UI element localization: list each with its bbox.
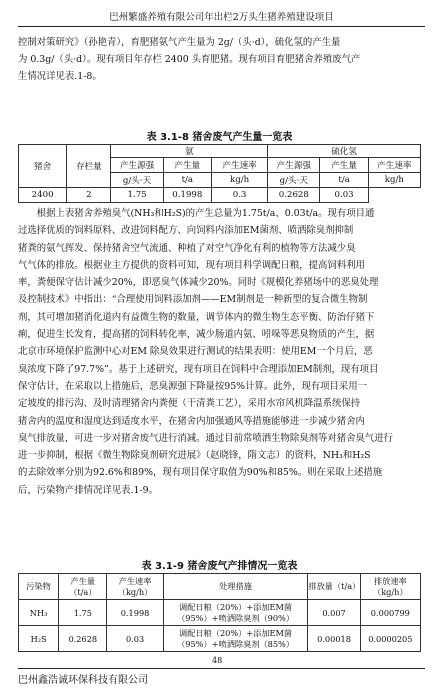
measure-cell xyxy=(163,600,308,626)
body-line: 剂，其可增加猪消化道内有益微生物的数量，调节体内的微生物生态平衡、防治仔猪下 xyxy=(18,311,375,323)
table-row xyxy=(19,600,421,626)
h2s-group-header: 硫化氢 xyxy=(268,145,421,158)
measure-line: 调配日粮（20%）+添加EM菌 xyxy=(179,601,293,612)
unit-cell: kg/h xyxy=(211,173,267,188)
row-header-cell: 猪舍 xyxy=(19,145,67,188)
body-line: 痢，促进生长发育，提高猪的饲料转化率，减少肠道内氨、吲哚等恶臭物质的产生，据 xyxy=(18,329,375,341)
intro-line: 生情况详见表.1-8。 xyxy=(18,71,102,83)
data-cell: 0.3 xyxy=(211,188,267,203)
data-cell: 0.1998 xyxy=(163,188,211,203)
page-number: 48 xyxy=(212,656,223,665)
header-cell: 产生量（t/a） xyxy=(59,574,107,600)
sub-header-cell: 产生速率 xyxy=(211,158,267,173)
footer-company: 巴州鑫浩诚环保科技有限公司 xyxy=(18,675,148,686)
footer-divider xyxy=(18,668,425,669)
body-line: 保守估计，在采取以上措施后，恶臭源强下降量按95%计算。此外，现有项目采用一 xyxy=(18,380,367,392)
body-line: 过选择优质的饲料原料、改进饲料配方、向饲料内添加EM菌剂、喷洒除臭剂抑制 xyxy=(18,225,354,237)
body-line: 后，污染物产排情况详见表.1-9。 xyxy=(18,484,158,496)
body-line: 的去除效率分别为92.6%和89%，现有项目保守取值为90%和85%。则在采取上述措施 xyxy=(18,467,383,479)
data-cell: 0.2628 xyxy=(59,626,107,652)
unit-cell: t/a xyxy=(320,173,368,188)
header-cell: 排放量（t/a） xyxy=(308,574,360,600)
data-cell: 0.03 xyxy=(107,626,163,652)
body-line: 根据上表猪舍养殖臭气(NH₃和H₂S)的产生总量为1.75t/a、0.03t/a。现有项目通 xyxy=(18,208,375,219)
pollutant-cell: NH₃ xyxy=(19,600,59,626)
measure-cell xyxy=(163,626,308,652)
header-cell: 处理措施 xyxy=(163,574,308,600)
unit-cell: g/头·天 xyxy=(111,173,163,188)
data-cell: 1.75 xyxy=(111,188,163,203)
body-line: 及控制技术》中指出：“合理使用饲料添加剂——EM制剂是一种新型的复合微生物制 xyxy=(18,294,368,306)
table1-caption: 表 3.1-8 猪舍废气产生量一览表 xyxy=(146,132,293,143)
body-line: 臭浓度下降了97.7%”。基于上述研究，现有项目在饲料中合理添加EM制剂，现有项目 xyxy=(18,363,379,375)
data-cell: 2400 xyxy=(19,188,67,203)
body-line: 率，粪便保守估计减少20%，即恶臭气体减少20%。同时《规模化养猪场中的恶臭处理 xyxy=(18,277,379,289)
measure-line: （95%）+喷洒除臭剂（85%） xyxy=(177,638,295,649)
unit-cell: kg/h xyxy=(368,173,420,188)
body-line: 进一步抑制，根据《微生物除臭剂研究进展》（赵晓锋，隋文志）的资料，NH₃和H₂S xyxy=(18,450,371,462)
data-cell: 0.000799 xyxy=(360,600,420,626)
body-line: 定坡度的排污沟、及时清理猪舍内粪便（干清粪工艺），采用水帘风机降温系统保持 xyxy=(18,398,361,410)
sub-header-cell: 产生量 xyxy=(320,158,368,173)
page-header: 巴州繁盛养殖有限公司年出栏2万头生猪养殖建设项目 xyxy=(18,10,425,27)
body-line: 猪粪的氨气挥发、保持猪舍空气流通、种植了对空气净化有利的植物等方法减少臭 xyxy=(18,242,356,254)
measure-line: 调配日粮（20%）+添加EM菌 xyxy=(179,627,293,638)
body-line: 臭气排放量，可进一步对猪舍废气进行消减。通过目前常喷洒生物除臭剂等对猪舍臭气进行 xyxy=(18,432,394,444)
sub-header-cell: 产生源强 xyxy=(111,158,163,173)
nh3-group-header: 氨 xyxy=(111,145,268,158)
intro-line: 为 0.3g/（头·d）。现有项目年存栏 2400 头育肥猪。现有项目育肥猪舍养殖废气产 xyxy=(18,54,361,66)
body-line: 猪舍内的温度和湿度达到适度水平，在猪舍内加强通风等措施能够进一步减少猪舍内 xyxy=(18,415,365,427)
header-cell: 排放速率（kg/h） xyxy=(360,574,420,600)
data-cell: 0.00018 xyxy=(308,626,360,652)
intro-paragraph xyxy=(18,34,421,86)
odor-generation-table xyxy=(18,144,421,203)
body-paragraph xyxy=(18,205,421,499)
sub-header-cell: 产生量 xyxy=(163,158,211,173)
sub-header-cell: 产生速率 xyxy=(368,158,420,173)
data-cell: 0.03 xyxy=(320,188,368,203)
odor-emission-table xyxy=(18,573,421,652)
stock-header-cell: 存栏量 xyxy=(67,145,111,188)
data-cell: 0.007 xyxy=(308,600,360,626)
sub-header-cell: 产生源强 xyxy=(268,158,320,173)
table2-caption: 表 3.1-9 猪舍废气产排情况一览表 xyxy=(141,561,298,572)
pollutant-cell: H₂S xyxy=(19,626,59,652)
unit-cell: g/头·天 xyxy=(268,173,320,188)
data-cell: 0.0000205 xyxy=(360,626,420,652)
header-cell: 产生速率（kg/h） xyxy=(107,574,163,600)
data-cell: 0.1998 xyxy=(107,600,163,626)
measure-line: （95%）+喷洒除臭剂（90%） xyxy=(177,612,295,623)
table-row xyxy=(19,188,421,203)
table-row xyxy=(19,626,421,652)
data-cell: 1.75 xyxy=(59,600,107,626)
unit-cell: t/a xyxy=(163,173,211,188)
intro-line: 控制对策研究》（孙艳青），育肥猪氨气产生量为 2g/（头·d），硫化氢的产生量 xyxy=(18,37,341,48)
body-line: 气气体的排放。根据业主方提供的资料可知，现有项目科学调配日粮，提高饲料利用 xyxy=(18,259,365,271)
data-cell: 2 xyxy=(67,188,111,203)
header-cell: 污染物 xyxy=(19,574,59,600)
body-line: 北京市环境保护监测中心对EM 除臭效果进行测试的结果表明：使用EM一个月后，恶 xyxy=(18,346,373,358)
data-cell: 0.2628 xyxy=(268,188,320,203)
